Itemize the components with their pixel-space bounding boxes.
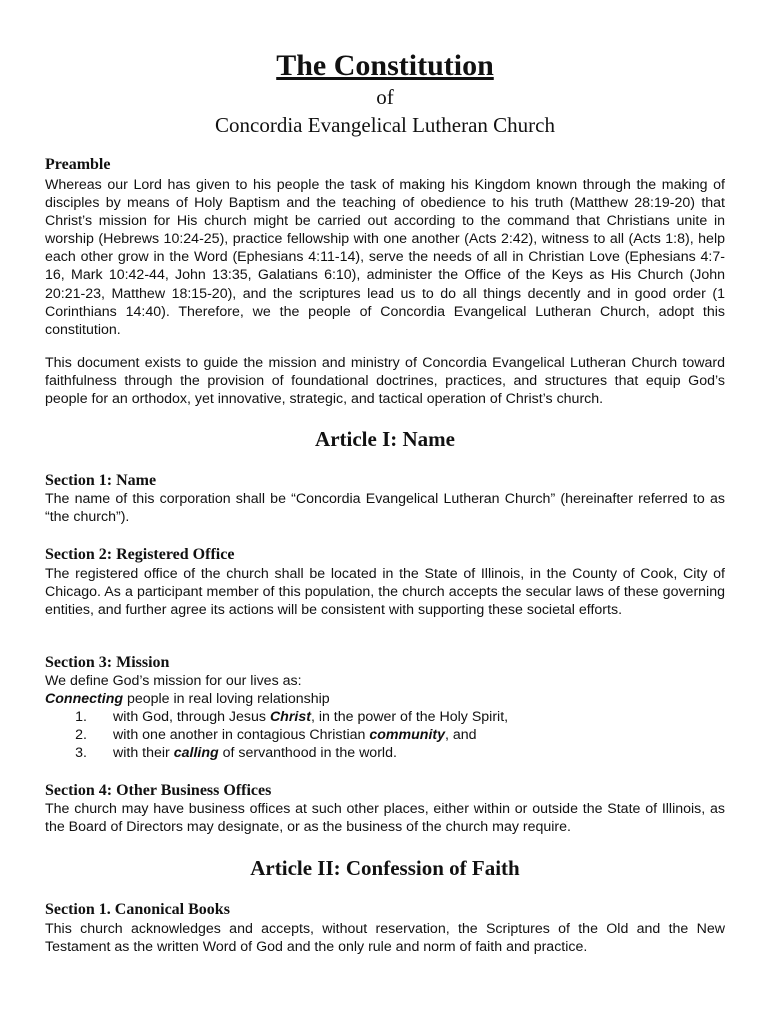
article-1-section-3-heading: Section 3: Mission [45,654,170,671]
document-title: The Constitution [276,49,494,82]
mission-item-text: with God, through Jesus [113,709,270,726]
mission-item-text-end: , and [445,727,477,744]
preamble-paragraph-2: This document exists to guide the mission and ministry of Concordia Evangelical Lutheran Church toward faithfulness through the provision of foundational doctrines, practices, and structures that equip God’s people for an orthodox, yet innovative, strategic, and tactical operation of Christ’s church. [45,355,725,408]
article-2-section-1-text: This church acknowledges and accepts, without reservation, the Scriptures of the Old and the New Testament as the written Word of God and the only rule and norm of faith and practice. [45,921,725,956]
mission-item-text: with one another in contagious Christian [113,727,370,744]
article-1-section-2-text: The registered office of the church shall be located in the State of Illinois, in the County of Cook, City of Chicago. As a participant member of this population, the church accepts the secular laws of these governing entities, and further agree its actions will be consistent with supporting these societal efforts. [45,566,725,619]
mission-intro: We define God’s mission for our lives as: [45,673,302,689]
preamble-paragraph-1: Whereas our Lord has given to his people the task of making his Kingdom known through the making of disciples by means of Holy Baptism and the teaching of obedience to his truth (Matthew 28:19-20) that Christ’s mission for His church might be carried out according to the command that Christians unite in worship (Hebrews 10:24-25), practice fellowship with one another (Acts 2:42), witness to all (Acts 1:8), help each other grow in the Word (Ephesians 4:11-14), serve the needs of all in Christian Love (Ephesians 4:7-16, Mark 10:42-44, John 13:35, Galatians 6:10), administer the Office of the Keys as His Church (John 20:21-23, Matthew 18:15-20), and the scriptures lead us to do all things decently and in good order (1 Corinthians 14:40). Therefore, we the people of Concordia Evangelical Lutheran Church, adopt this constitution. [45,177,725,338]
mission-list-number: 1. [75,709,87,726]
church-name: Concordia Evangelical Lutheran Church [215,113,555,137]
document-subtitle-of: of [376,85,394,109]
mission-item-emphasis: calling [173,745,219,762]
article-1-section-4-text: The church may have business offices at such other places, either within or outside the State of Illinois, as the Board of Directors may designate, or as the business of the church may require. [45,801,725,836]
article-1-heading: Article I: Name [315,427,455,451]
mission-list-item [45,726,725,744]
mission-list-number: 3. [75,745,87,762]
mission-connecting-line [45,690,725,708]
preamble-heading: Preamble [45,156,111,173]
article-1-section-1-text: The name of this corporation shall be “Concordia Evangelical Lutheran Church” (hereinafter referred to as “the church”). [45,491,725,526]
mission-item-text-end: of servanthood in the world. [218,745,397,762]
article-1-section-4-heading: Section 4: Other Business Offices [45,782,272,799]
mission-list-item [45,708,725,726]
mission-connecting-word: Connecting [45,691,124,708]
mission-item-emphasis: Christ [269,709,311,726]
article-2-section-1-heading: Section 1. Canonical Books [45,901,230,918]
mission-item-text: with their [113,745,174,762]
mission-connecting-rest: people in real loving relationship [123,691,330,708]
mission-item-text-end: , in the power of the Holy Spirit, [310,709,509,726]
article-1-section-1-heading: Section 1: Name [45,472,157,489]
mission-item-emphasis: community [369,727,446,744]
article-1-section-2-heading: Section 2: Registered Office [45,546,235,563]
mission-list-item [45,744,725,762]
mission-list-number: 2. [75,727,87,744]
article-2-heading: Article II: Confession of Faith [250,856,520,880]
mission-block [45,672,725,762]
